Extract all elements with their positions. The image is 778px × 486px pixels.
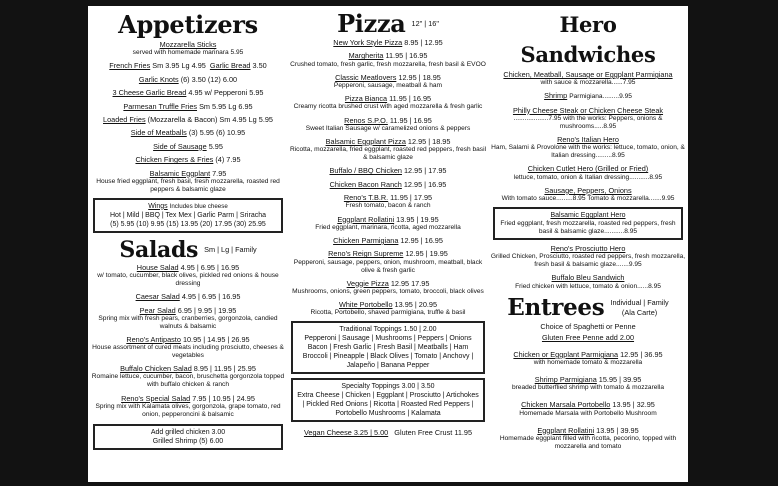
menu-item: Margherita 11.95 | 16.95 Crushed tomato, fresh garlic, fresh mozzarella, fresh basil & EVOO <box>290 51 486 68</box>
pizza-title: Pizza <box>337 9 406 38</box>
menu-item: Pear Salad 6.95 | 9.95 | 19.95 Spring mix with fresh pears, cranberries, gorgonzola, candied walnuts & balsamic <box>98 305 278 330</box>
menu-item: Garlic Knots (6) 3.50 (12) 6.00 <box>138 74 238 84</box>
wings-flavors: Hot | Mild | BBQ | Tex Mex | Garlic Parm | Sriracha <box>110 211 266 219</box>
wings-prices: (5) 5.95 (10) 9.95 (15) 13.95 (20) 17.95 (30) 25.95 <box>110 220 266 228</box>
menu-item: Mozzarella Sticks served with homemade marinara 5.95 <box>132 40 244 57</box>
salads-title: Salads <box>119 236 199 263</box>
menu-item: Classic Meatlovers 12.95 | 18.95 Pepperoni, sausage, meatball & ham <box>333 72 443 89</box>
menu-item: Chicken Bacon Ranch 12.95 | 16.95 <box>329 179 447 189</box>
entrees-header <box>490 294 686 322</box>
menu-item: Chicken Parmigiana 12.95 | 16.95 <box>333 235 443 245</box>
menu-item: Side of Meatballs (3) 5.95 (6) 10.95 <box>130 128 246 138</box>
menu-item: Caesar Salad 4.95 | 6.95 | 16.95 <box>135 292 241 302</box>
menu-item: French Fries Sm 3.95 Lg 4.95 Garlic Bread 3.50 <box>109 61 267 71</box>
hero-title: Hero Sandwiches <box>520 12 656 67</box>
menu-item: Loaded Fries (Mozzarella & Bacon) Sm 4.95 Lg 5.95 <box>103 114 273 124</box>
menu-item: Side of Sausage 5.95 <box>153 141 223 151</box>
menu-item: Buffalo / BBQ Chicken 12.95 | 17.95 <box>329 166 447 176</box>
menu-item: Chicken Cutlet Hero (Grilled or Fried) lettuce, tomato, onion & Italian dressing...........8.95 <box>513 164 663 181</box>
menu-item: Pizza Bianca 11.95 | 16.95 Creamy ricotta brushed crust with aged mozzarella & fresh garlic <box>293 94 483 111</box>
menu-item: Chicken Fingers & Fries (4) 7.95 <box>135 155 241 165</box>
menu-item: Balsamic Eggplant Pizza 12.95 | 18.95 Ricotta, mozzarella, fried eggplant, roasted red peppers, fresh basil & balsamic glaze <box>289 136 487 162</box>
hero-column <box>490 6 686 451</box>
pizza-footer: Vegan Cheese 3.25 | 5.00 Gluten Free Crust 11.95 <box>303 428 473 438</box>
menu-item: Chicken Marsala Portobello 13.95 | 32.95 Homemade Marsala with Portobello Mushroom <box>519 400 657 417</box>
menu-item: Eggplant Rollatini 13.95 | 19.95 Fried eggplant, marinara, ricotta, aged mozzarella <box>315 214 461 231</box>
balsamic-eggplant-hero-box: Balsamic Eggplant Hero Fried eggplant, fresh mozzarella, roasted red peppers, fresh basil & balsamic glaze...........8.95 <box>493 207 683 240</box>
menu-item: New York Style Pizza 8.95 | 12.95 <box>333 38 443 47</box>
menu-item: Parmesan Truffle Fries Sm 5.95 Lg 6.95 <box>123 101 253 111</box>
menu-item: Reno's Antipasto 10.95 | 14.95 | 26.95 House assortment of cured meats including prosciutto, cheeses & vegetables <box>92 334 284 360</box>
specialty-toppings-title: Specialty Toppings 3.00 | 3.50 <box>341 383 435 391</box>
salads-header <box>90 237 286 263</box>
menu-item: Reno's Reign Supreme 12.95 | 19.95 Pepperoni, sausage, peppers, onion, mushroom, meatball, black olive & fresh garlic <box>293 249 483 274</box>
menu-item: Philly Cheese Steak or Chicken Cheese Steak ...................7.95 with the works: Peppers, onions & mushrooms.....8.95 <box>512 105 664 130</box>
traditional-toppings-title: Traditional Toppings 1.50 | 2.00 <box>339 326 437 334</box>
appetizers-column <box>90 6 286 454</box>
entrees-sizes: Individual | Family (Ala Carte) <box>610 298 669 317</box>
menu-item: Sausage, Peppers, Onions With tomato sauce.........8.95 Tomato & mozzarella.......9.95 <box>501 185 675 202</box>
wings-note: Includes blue cheese <box>169 202 228 210</box>
menu-item: Buffalo Bleu Sandwich Fried chicken with lettuce, tomato & onion......8.95 <box>515 273 661 290</box>
menu-item: Balsamic Eggplant 7.95 House fried eggplant, fresh basil, fresh mozzarella, roasted red peppers & balsamic glaze <box>96 168 280 193</box>
entrees-gluten-note: Gluten Free Penne add 2.00 <box>541 332 635 342</box>
salads-sizes: Sm | Lg | Family <box>204 245 257 255</box>
entrees-choice: Choice of Spaghetti or Penne <box>540 321 636 331</box>
menu-item: Chicken, Meatball, Sausage or Eggplant Parmigiana with sauce & mozzarella......7.95 <box>503 70 673 87</box>
menu-item: Reno's T.B.R. 11.95 | 17.95 Fresh tomato, bacon & ranch <box>343 193 433 210</box>
menu-item: Veggie Pizza 12.95 17.95 Mushrooms, onions, green peppers, tomato, broccoli, black olives <box>292 278 484 295</box>
menu-item: Eggplant Rollatini 13.95 | 39.95 Homemade eggplant filled with ricotta, pecorino, topped with mozzarella and tomato <box>499 425 677 450</box>
traditional-toppings-box <box>291 321 485 374</box>
menu-item: House Salad 4.95 | 6.95 | 16.95 w/ tomato, cucumber, black olives, pickled red onions & house dressing <box>97 262 279 287</box>
pizza-sizes: 12" | 16" <box>411 19 439 29</box>
pizza-column <box>288 6 488 437</box>
menu-item: Shrimp Parmigiana 15.95 | 39.95 breaded butterflied shrimp with tomato & mozzarella <box>511 375 665 392</box>
appetizers-title: Appetizers <box>118 10 258 39</box>
specialty-toppings-box <box>291 378 485 422</box>
menu-item: Chicken or Eggplant Parmigiana 12.95 | 36.95 with homemade tomato & mozzarella <box>513 349 663 367</box>
entrees-title: Entrees <box>507 293 605 321</box>
salad-addons-box: Add grilled chicken 3.00 Grilled Shrimp (5) 6.00 <box>93 424 283 450</box>
menu-page <box>88 6 688 482</box>
menu-item: Renos S.P.O. 11.95 | 16.95 Sweet Italian Sausage w/ caramelized onions & peppers <box>305 115 471 132</box>
menu-item: Buffalo Chicken Salad 8.95 | 11.95 | 25.95 Romaine lettuce, cucumber, bacon, bruschetta gorgonzola topped with buffalo chicken & ranch <box>91 364 285 389</box>
menu-item: White Portobello 13.95 | 20.95 Ricotta, Portobello, shaved parmigiana, truffle & basil <box>310 300 466 317</box>
menu-item: Shrimp Parmigiana.........9.95 <box>544 91 632 101</box>
menu-item: Reno's Prosciutto Hero Grilled Chicken, Prosciutto, roasted red peppers, fresh mozzarella, fresh basil & balsamic glaze.......9.95 <box>490 243 686 269</box>
wings-title: Wings <box>148 202 168 210</box>
wings-box <box>93 198 283 233</box>
specialty-toppings-list: Extra Cheese | Chicken | Eggplant | Prosciutto | Artichokes | Pickled Red Onions | Ricotta | Roasted Red Peppers | Portobello Mushrooms | Kalamata <box>297 392 479 418</box>
menu-item: Reno's Italian Hero Ham, Salami & Provolone with the works: lettuce, tomato, onion, & Italian dressing.........8.95 <box>491 134 685 160</box>
pizza-header <box>288 10 488 38</box>
menu-item: Reno's Special Salad 7.95 | 10.95 | 24.95 Spring mix with Kalamata olives, gorgonzola, grape tomato, red onion, pepperoncini & balsamic <box>95 393 281 418</box>
traditional-toppings-list: Pepperoni | Sausage | Mushrooms | Peppers | Onions Bacon | Fresh Garlic | Fresh Basil | Meatballs | Ham Broccoli | Pineapple | Black Olives | Tomato | Anchovy | Jalapeño | Banana Pepper <box>302 335 474 370</box>
menu-item: 3 Cheese Garlic Bread 4.95 w/ Pepperoni 5.95 <box>112 88 264 98</box>
